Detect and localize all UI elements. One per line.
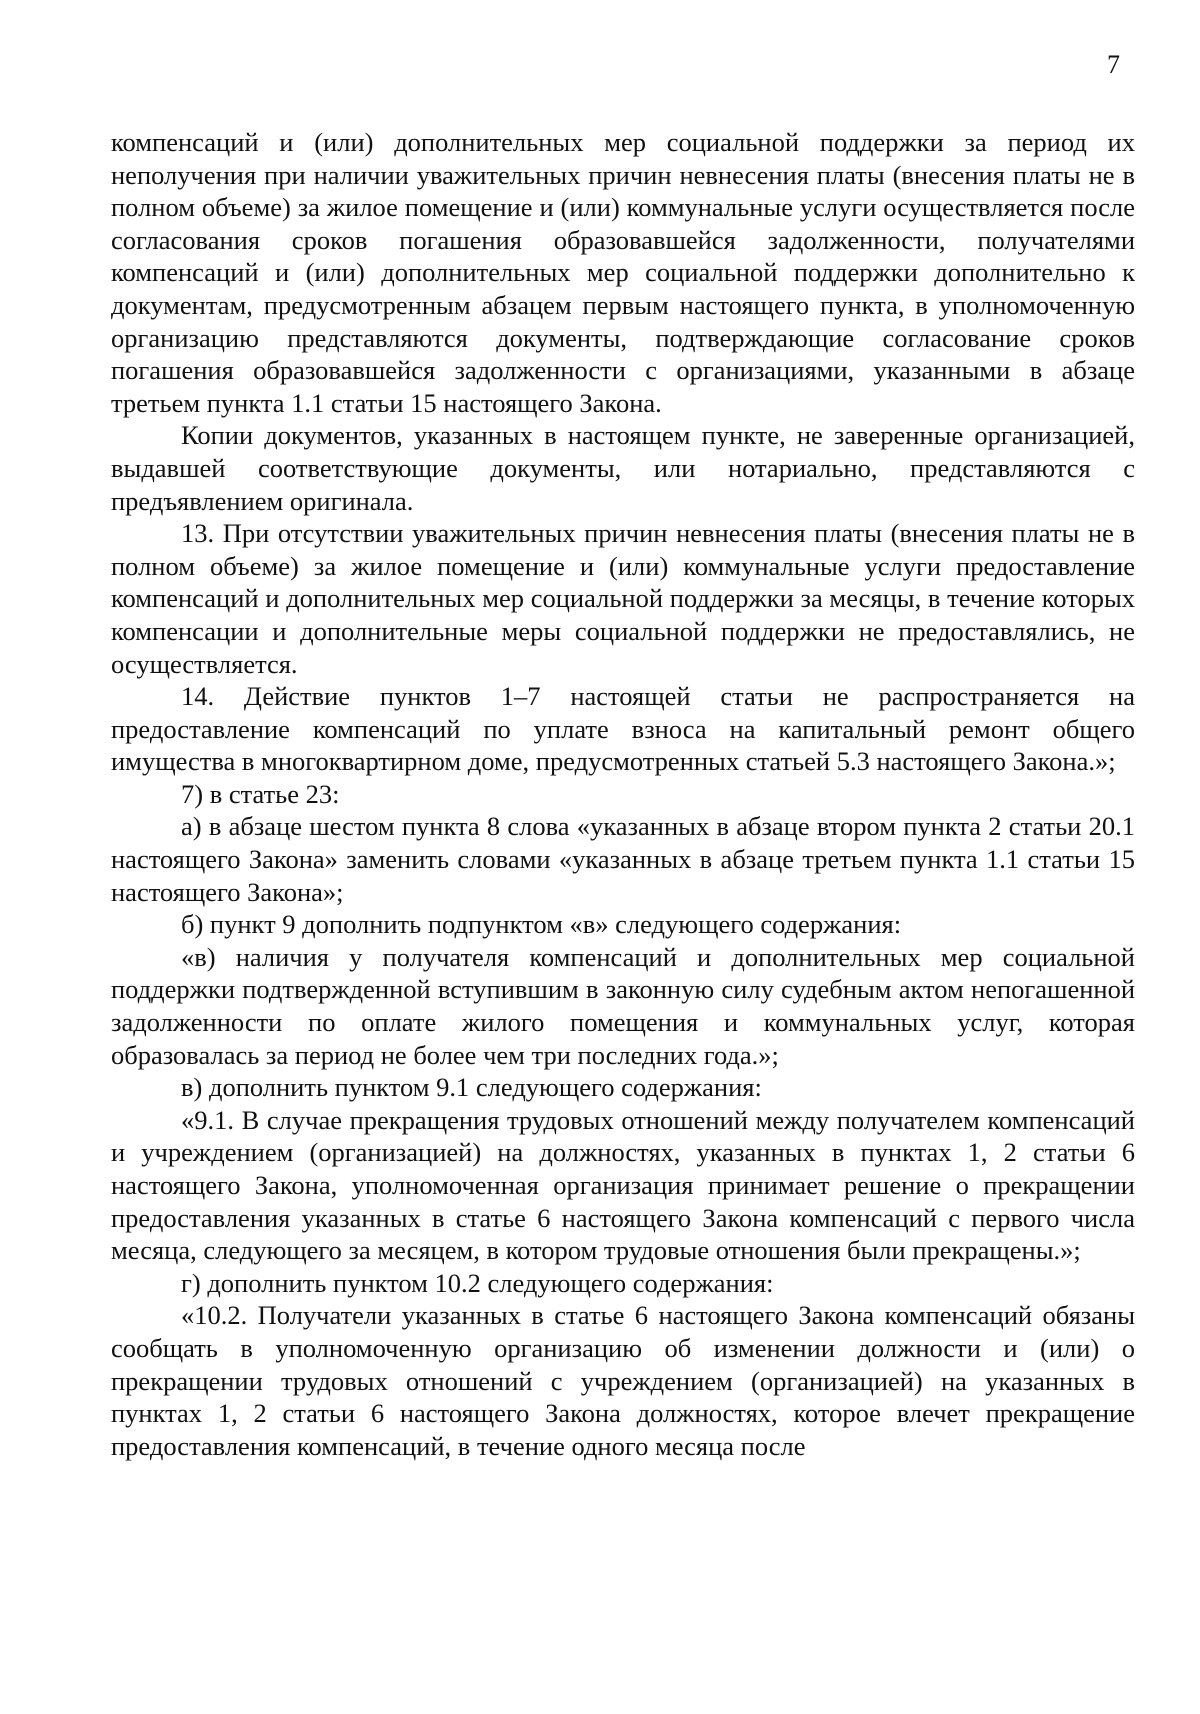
paragraph-subitem-a: а) в абзаце шестом пункта 8 слова «указанных в абзаце втором пункта 2 статьи 20.1 настоящего Закона» заменить словами «указанных в абзаце третьем пункта 1.1 статьи 15 настоящего Закона»; <box>111 811 1135 907</box>
paragraph-quote-9-1: «9.1. В случае прекращения трудовых отношений между получателем компенсаций и учреждением (организацией) на должностях, указанных в пунктах 1, 2 статьи 6 настоящего Закона, уполномоченная организация принимает решение о прекращении предоставления указанных в статье 6 настоящего Закона компенсаций с первого числа месяца, следующего за месяцем, в котором трудовые отношения были прекращены.»; <box>111 1104 1135 1266</box>
paragraph-quote-v: «в) наличия у получателя компенсаций и дополнительных мер социальной поддержки подтвержденной вступившим в законную силу судебным актом непогашенной задолженности по оплате жилого помещения и коммунальных услуг, которая образовалась за период не более чем три последних года.»; <box>111 941 1135 1070</box>
document-body <box>111 126 1135 1462</box>
paragraph-subitem-v: в) дополнить пунктом 9.1 следующего содержания: <box>181 1072 762 1103</box>
paragraph-subitem-b: б) пункт 9 дополнить подпунктом «в» следующего содержания: <box>181 909 902 940</box>
paragraph-item-14: 14. Действие пунктов 1–7 настоящей статьи не распространяется на предоставление компенсаций по уплате взноса на капитальный ремонт общего имущества в многоквартирном доме, предусмотренных статьей 5.3 настоящего Закона.»; <box>111 681 1135 777</box>
paragraph-subitem-g: г) дополнить пунктом 10.2 следующего содержания: <box>181 1267 774 1298</box>
paragraph-copies: Копии документов, указанных в настоящем пункте, не заверенные организацией, выдавшей соответствующие документы, или нотариально, представляются с предъявлением оригинала. <box>111 420 1135 516</box>
paragraph-continuation: компенсаций и (или) дополнительных мер социальной поддержки за период их неполучения при наличии уважительных причин невнесения платы (внесения платы не в полном объеме) за жилое помещение и (или) коммунальные услуги осуществляется после согласования сроков погашения образовавшейся задолженности, получателями компенсаций и (или) дополнительных мер социальной поддержки дополнительно к документам, предусмотренным абзацем первым настоящего пункта, в уполномоченную организацию представляются документы, подтверждающие согласование сроков погашения образовавшейся задолженности с организациями, указанными в абзаце третьем пункта 1.1 статьи 15 настоящего Закона. <box>111 127 1135 418</box>
paragraph-quote-10-2: «10.2. Получатели указанных в статье 6 настоящего Закона компенсаций обязаны сообщать в уполномоченную организацию об изменении должности и (или) о прекращении трудовых отношений с учреждением (организацией) на указанных в пунктах 1, 2 статьи 6 настоящего Закона должностях, которое влечет прекращение предоставления компенсаций, в течение одного месяца после <box>111 1300 1135 1461</box>
paragraph-article-23: 7) в статье 23: <box>181 778 340 809</box>
paragraph-item-13: 13. При отсутствии уважительных причин невнесения платы (внесения платы не в полном объеме) за жилое помещение и (или) коммунальные услуги предоставление компенсаций и дополнительных мер социальной поддержки за месяцы, в течение которых компенсации и дополнительные меры социальной поддержки не предоставлялись, не осуществляется. <box>111 518 1135 679</box>
page-number: 7 <box>1107 50 1120 79</box>
